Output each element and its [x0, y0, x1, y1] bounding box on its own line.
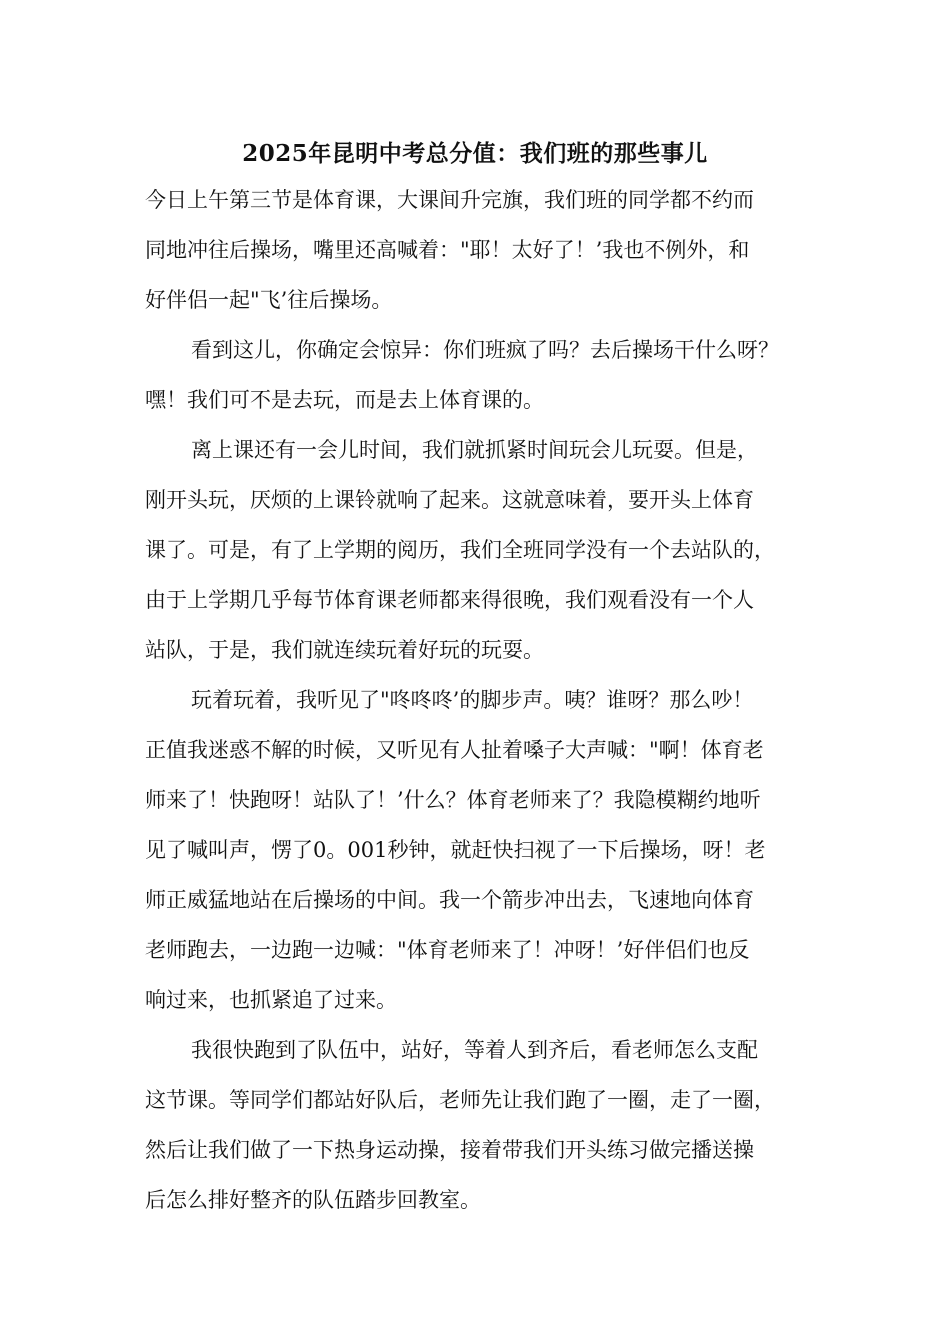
text-line-19: 这节课。等同学们都站好队后，老师先让我们跑了一圈，走了一圈，	[145, 1088, 775, 1112]
text-line-20: 然后让我们做了一下热身运动操，接着带我们开头练习做完播送操	[145, 1138, 754, 1162]
text-line-12: 正值我迷惑不解的时候，又听见有人扯着嗓子大声喊："啊！体育老	[145, 738, 764, 762]
text-line-8: 课了。可是，有了上学期的阅历，我们全班同学没有一个去站队的，	[145, 538, 775, 562]
text-line-10: 站队，于是，我们就连续玩着好玩的玩耍。	[145, 638, 544, 662]
text-line-3: 好伴侣一起"飞’往后操场。	[145, 288, 393, 312]
text-line-18: 我很快跑到了队伍中，站好，等着人到齐后，看老师怎么支配	[191, 1038, 758, 1062]
text-line-9: 由于上学期几乎每节体育课老师都来得很晚，我们观看没有一个人	[145, 588, 754, 612]
document-body	[145, 175, 835, 1225]
text-line-1: 今日上午第三节是体育课，大课间升完旗，我们班的同学都不约而	[145, 188, 754, 212]
text-line-6: 离上课还有一会儿时间，我们就抓紧时间玩会儿玩耍。但是，	[191, 438, 758, 462]
text-line-17: 响过来，也抓紧追了过来。	[145, 988, 397, 1012]
document-title: 2025年昆明中考总分值：我们班的那些事儿	[242, 140, 708, 167]
text-line-21: 后怎么排好整齐的队伍踏步回教室。	[145, 1188, 481, 1212]
text-line-5: 嘿！我们可不是去玩，而是去上体育课的。	[145, 388, 544, 412]
text-line-14: 见了喊叫声，愣了0。001秒钟，就赶快扫视了一下后操场，呀！老	[145, 838, 766, 862]
text-line-4: 看到这儿，你确定会惊异：你们班疯了吗？去后操场干什么呀？	[191, 338, 779, 362]
text-line-13: 师来了！快跑呀！站队了！’什么？体育老师来了？我隐模糊约地听	[145, 788, 761, 812]
text-line-2: 同地冲往后操场，嘴里还高喊着："耶！太好了！’我也不例外，和	[145, 238, 750, 262]
text-line-16: 老师跑去，一边跑一边喊："体育老师来了！冲呀！’好伴侣们也反	[145, 938, 750, 962]
text-line-15: 师正威猛地站在后操场的中间。我一个箭步冲出去，飞速地向体育	[145, 888, 754, 912]
text-line-11: 玩着玩着，我听见了"咚咚咚’的脚步声。咦？谁呀？那么吵！	[191, 688, 754, 712]
text-line-7: 刚开头玩，厌烦的上课铃就响了起来。这就意味着，要开头上体育	[145, 488, 754, 512]
